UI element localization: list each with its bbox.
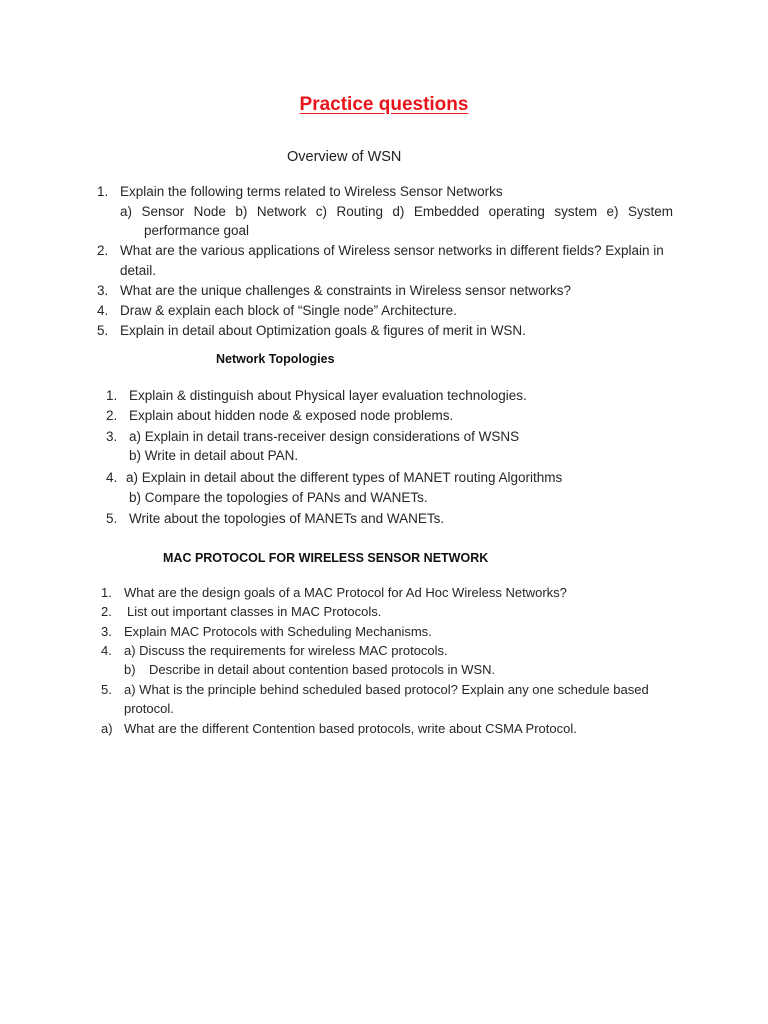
item-text: Explain MAC Protocols with Scheduling Mechanisms. bbox=[124, 624, 432, 639]
item-number: 5. bbox=[101, 682, 112, 697]
item-number: 1. bbox=[97, 184, 109, 199]
item-number: 4. bbox=[106, 470, 118, 485]
list-item: b) Write in detail about PAN. bbox=[129, 448, 299, 463]
item-text: What are the different Contention based protocols, write about CSMA Protocol. bbox=[124, 721, 577, 736]
item-number: 3. bbox=[101, 624, 112, 639]
item-text: Write about the topologies of MANETs and WANETs. bbox=[129, 511, 445, 526]
item-text: Explain about hidden node & exposed node problems. bbox=[129, 408, 454, 423]
item-number: 5. bbox=[106, 511, 118, 526]
item-number: 2. bbox=[101, 604, 112, 619]
item-text: Explain in detail about Optimization goals & figures of merit in WSN. bbox=[120, 323, 526, 338]
item-text: a) Discuss the requirements for wireless MAC protocols. bbox=[124, 643, 448, 658]
item-text: List out important classes in MAC Protocols. bbox=[127, 604, 382, 619]
item-number: 3. bbox=[97, 283, 109, 298]
item-number: 4. bbox=[97, 303, 109, 318]
item-number: a) bbox=[101, 721, 113, 736]
item-text: Explain the following terms related to Wireless Sensor Networks bbox=[120, 184, 503, 199]
page-title: Practice questions bbox=[299, 94, 469, 115]
list-item: performance goal bbox=[144, 223, 250, 238]
item-text: a) Explain in detail about the different types of MANET routing Algorithms bbox=[126, 470, 563, 485]
item-text: Explain & distinguish about Physical layer evaluation technologies. bbox=[129, 388, 527, 403]
item-number: 1. bbox=[106, 388, 118, 403]
item-number: 3. bbox=[106, 429, 118, 444]
item-number: 5. bbox=[97, 323, 109, 338]
list-item: detail. bbox=[120, 263, 157, 278]
item-text: a) Explain in detail trans-receiver design considerations of WSNS bbox=[129, 429, 520, 444]
item-number: b) bbox=[124, 662, 136, 677]
item-text: Describe in detail about contention based protocols in WSN. bbox=[149, 662, 496, 677]
list-item: b) Compare the topologies of PANs and WANETs. bbox=[129, 490, 428, 505]
list-item: protocol. bbox=[124, 701, 174, 716]
item-text: a) What is the principle behind scheduled based protocol? Explain any one schedule based bbox=[124, 682, 649, 697]
item-number: 4. bbox=[101, 643, 112, 658]
item-number: 2. bbox=[97, 243, 109, 258]
item-text: What are the unique challenges & constraints in Wireless sensor networks? bbox=[120, 283, 571, 298]
section-heading-network-topologies: Network Topologies bbox=[216, 352, 335, 366]
list-item: a) Sensor Node b) Network c) Routing d) Embedded operating system e) System bbox=[120, 204, 673, 219]
item-text: What are the various applications of Wireless sensor networks in different fields? Explain in bbox=[120, 243, 664, 258]
item-number: 2. bbox=[106, 408, 118, 423]
item-text: Draw & explain each block of “Single node” Architecture. bbox=[120, 303, 457, 318]
section-heading-mac-protocol: MAC PROTOCOL FOR WIRELESS SENSOR NETWORK bbox=[163, 551, 489, 565]
item-number: 1. bbox=[101, 585, 112, 600]
section-heading-overview: Overview of WSN bbox=[287, 149, 402, 165]
item-text: What are the design goals of a MAC Protocol for Ad Hoc Wireless Networks? bbox=[124, 585, 567, 600]
